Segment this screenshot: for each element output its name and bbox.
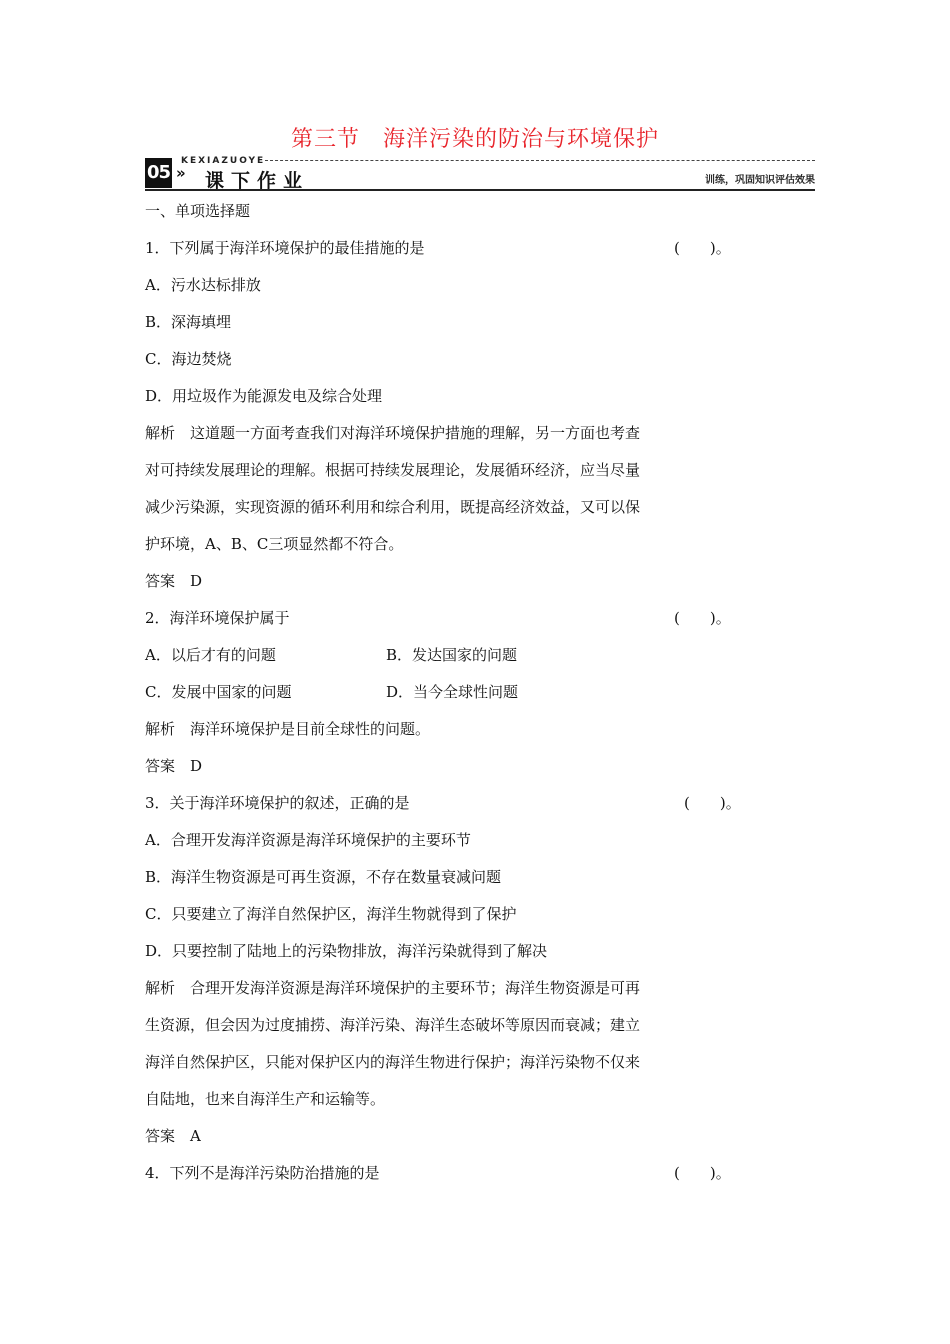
question-2-answer: 答案 D: [145, 757, 203, 775]
section-banner: [145, 156, 815, 192]
question-2-explanation: 解析 海洋环境保护是目前全球性的问题。: [145, 720, 431, 738]
section-heading: 一、单项选择题: [145, 202, 251, 220]
question-2-option-a: A．以后才有的问题: [145, 646, 276, 664]
question-1-explanation: 对可持续发展理论的理解。根据可持续发展理论，发展循环经济，应当尽量: [145, 461, 641, 479]
question-1-option-d: D．用垃圾作为能源发电及综合处理: [145, 387, 383, 405]
question-3-explanation: 生资源，但会因为过度捕捞、海洋污染、海洋生态破坏等原因而衰减；建立: [145, 1016, 641, 1034]
question-3-option-c: C．只要建立了海洋自然保护区，海洋生物就得到了保护: [145, 905, 517, 923]
question-1-explanation: 护环境，A、B、C三项显然都不符合。: [145, 535, 404, 553]
banner-pinyin: KEXIAZUOYE: [181, 156, 266, 166]
question-2-stem: 2．海洋环境保护属于: [145, 609, 290, 627]
banner-underline: [145, 189, 815, 191]
question-3-stem: 3．关于海洋环境保护的叙述，正确的是: [145, 794, 410, 812]
question-4-answer-blank: ( )。: [674, 1164, 731, 1182]
question-3-explanation: 自陆地，也来自海洋生产和运输等。: [145, 1090, 386, 1108]
question-1-answer-blank: ( )。: [674, 239, 731, 257]
page-title: 第三节 海洋污染的防治与环境保护: [290, 127, 659, 152]
question-3-answer-blank: ( )。: [684, 794, 741, 812]
question-1-answer: 答案 D: [145, 572, 203, 590]
question-1-option-b: B．深海填埋: [145, 313, 232, 331]
banner-tagline: 训练，巩固知识评估效果: [705, 175, 815, 186]
question-3-option-a: A．合理开发海洋资源是海洋环境保护的主要环节: [145, 831, 471, 849]
question-3-answer: 答案 A: [145, 1127, 201, 1145]
question-4-stem: 4．下列不是海洋污染防治措施的是: [145, 1164, 380, 1182]
banner-label: 课下作业: [205, 170, 310, 192]
question-2-option-b: B．发达国家的问题: [386, 646, 518, 664]
question-1-option-a: A．污水达标排放: [145, 276, 261, 294]
question-1-stem: 1．下列属于海洋环境保护的最佳措施的是: [145, 239, 425, 257]
question-2-option-c: C．发展中国家的问题: [145, 683, 292, 701]
chevron-icon: »: [176, 164, 186, 182]
question-1-explanation: 解析 这道题一方面考查我们对海洋环境保护措施的理解，另一方面也考查: [145, 424, 641, 442]
question-3-explanation: 解析 合理开发海洋资源是海洋环境保护的主要环节；海洋生物资源是可再: [145, 979, 641, 997]
section-number-badge: 05: [145, 158, 172, 188]
question-3-explanation: 海洋自然保护区，只能对保护区内的海洋生物进行保护；海洋污染物不仅来: [145, 1053, 641, 1071]
question-2-option-d: D．当今全球性问题: [386, 683, 519, 701]
question-1-explanation: 减少污染源，实现资源的循环利用和综合利用，既提高经济效益，又可以保: [145, 498, 641, 516]
question-1-option-c: C．海边焚烧: [145, 350, 232, 368]
question-3-option-b: B．海洋生物资源是可再生资源，不存在数量衰减问题: [145, 868, 502, 886]
question-3-option-d: D．只要控制了陆地上的污染物排放，海洋污染就得到了解决: [145, 942, 548, 960]
question-2-answer-blank: ( )。: [674, 609, 731, 627]
banner-dashed-divider: [265, 160, 815, 161]
